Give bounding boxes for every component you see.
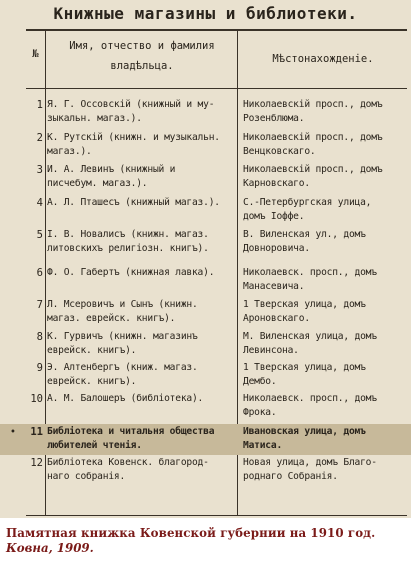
location: Николаевск. просп., домъ Фрока. [243,393,377,418]
header-num: № [32,48,39,60]
owner-name: А. Л. Пташесъ (книжный магаз.). [47,197,220,208]
owner-name: Л. Мсеровичъ и Сынъ (книжн. магаз. еврейск. книгъ). [47,299,198,324]
location: Николаевскій просп., домъ Венцковскаго. [243,132,383,157]
location: 1 Тверская улица, домъ Ароновскаго. [243,299,366,324]
owner-name: Э. Алтенбергъ (книж. магаз. еврейск. книгъ). [47,362,198,387]
row-number: 4 [36,197,43,209]
location: Николаевскій просп., домъ Карновскаго. [243,164,383,189]
table-row [0,329,411,359]
location: Николаевскій просп., домъ Розенблюма. [243,99,383,124]
row-number: 7 [36,299,43,311]
table-row [0,130,411,160]
header-rule [26,88,407,89]
header-location: Мѣстонахожденіе. [272,53,374,65]
row-number: 12 [30,457,43,469]
table-row [0,97,411,127]
table-row [0,227,411,257]
table-row [0,424,411,455]
table-row [0,455,411,485]
owner-name: А. М. Балошеръ (библіотека). [47,393,204,404]
header-name-line1: Имя, отчество и фамилия [69,40,215,52]
location: С.-Петербургская улица, домъ Іоффе. [243,197,372,222]
header-name-line2: владѣльца. [110,60,174,72]
row-number: 1 [36,99,43,111]
location: Ивановская улица, домъ Матиса. [243,426,366,451]
location: М. Виленская улица, домъ Левинсона. [243,331,377,356]
table-row [0,360,411,390]
row-number: 5 [36,229,43,241]
table-row [0,391,411,421]
row-number: 9 [36,362,43,374]
owner-name: И. А. Левинъ (книжный и писчебум. магаз.). [47,164,176,189]
owner-name: К. Гурвичъ (книжн. магазинъ еврейск. книгъ). [47,331,198,356]
table-row [0,297,411,327]
table-row [0,162,411,192]
owner-name: К. Рутскій (книжн. и музыкальн. магаз.). [47,132,220,157]
row-number: 2 [36,132,43,144]
location: В. Виленская ул., домъ Довноровича. [243,229,366,254]
location: 1 Тверская улица, домъ Дембо. [243,362,366,387]
caption-main: Памятная книжка Ковенской губернии на 1910 год. [6,526,376,540]
table-row [0,265,411,295]
owner-name: Библіотека Ковенск. благород- наго собранія. [47,457,209,482]
row-number: 6 [36,267,43,279]
top-rule [26,29,407,31]
row-number: 8 [36,331,43,343]
table-row [0,195,411,225]
owner-name: Я. Г. Оссовскій (книжный и му- зыкальн. магаз.). [47,99,215,124]
row-marker: • [10,427,16,438]
location: Николаевск. просп., домъ Манасевича. [243,267,377,292]
row-number: 10 [30,393,43,405]
owner-name: Библіотека и читальня общества любителей чтенія. [47,426,215,451]
page-title: Книжные магазины и библиотеки. [53,4,358,23]
caption-sub: Ковна, 1909. [6,541,94,555]
owner-name: Ф. О. Габертъ (книжная лавка). [47,267,215,278]
row-number: 3 [36,164,43,176]
bottom-rule [26,515,407,516]
row-number: 11 [30,426,43,438]
owner-name: І. В. Новалисъ (книжн. магаз. литовскихъ религіозн. книгъ). [47,229,209,254]
caption [6,526,406,556]
location: Новая улица, домъ Благо- роднаго Собранія. [243,457,377,482]
